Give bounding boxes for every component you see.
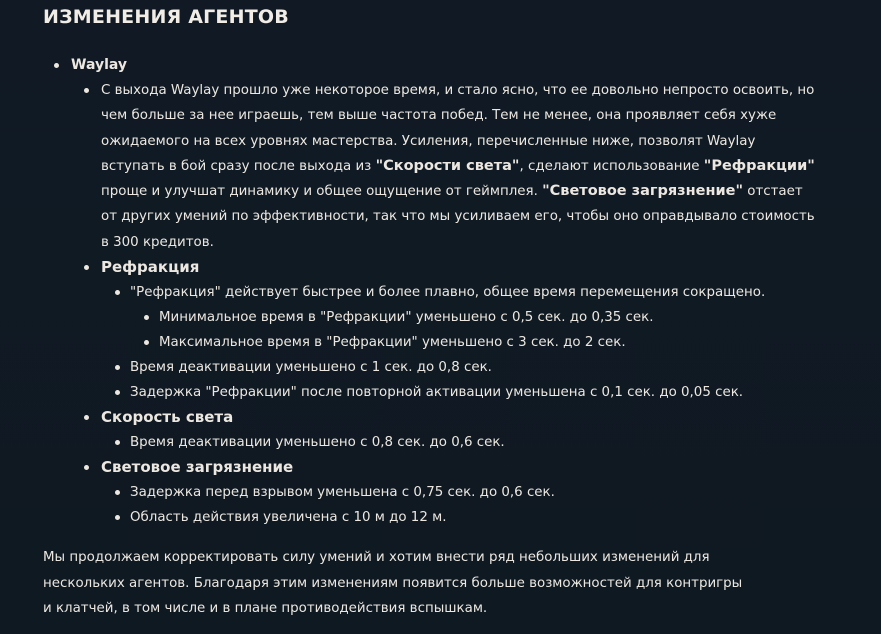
agent-name: Waylay	[71, 57, 128, 73]
ability-changes-list	[130, 280, 851, 405]
change-item: Время деактивации уменьшено с 1 сек. до 0,8 сек.	[130, 355, 851, 380]
agent-item	[71, 53, 851, 530]
sub-change-item: Минимальное время в "Рефракции" уменьшено с 0,5 сек. до 0,35 сек.	[159, 305, 851, 330]
change-item: Время деактивации уменьшено с 0,8 сек. до 0,6 сек.	[130, 430, 851, 455]
sub-changes-list	[159, 305, 851, 355]
ability-item-light-pollution	[101, 455, 851, 530]
intro-highlight-light-pollution: "Световое загрязнение"	[542, 183, 744, 200]
change-item: Задержка перед взрывом уменьшена с 0,75 сек. до 0,6 сек.	[130, 480, 851, 505]
change-item: Область действия увеличена с 10 м до 12 м.	[130, 505, 851, 530]
ability-item-lightspeed	[101, 405, 851, 455]
ability-name: Скорость света	[101, 408, 234, 427]
outro-paragraph: Мы продолжаем корректировать силу умений и хотим внести ряд небольших изменений для нескольких агентов. Благодаря этим изменениям появится больше возможностей для контригры и клатчей, в том числе и в плане противодействия вспышкам.	[43, 550, 743, 616]
intro-highlight-lightspeed: "Скорости света"	[375, 157, 520, 174]
change-text: "Рефракция" действует быстрее и более плавно, общее время перемещения сокращено.	[130, 285, 766, 301]
ability-name: Рефракция	[101, 258, 200, 277]
intro-text-1: С выхода Waylay прошло уже некоторое время, и стало ясно, что ее довольно непросто освоить, но чем больше за нее играешь, тем выше частота побед. Тем не менее, она проявляет себя хуже ожидаемого на всех уровнях мастерства. Усиления, перечисленные ниже, позволят Waylay вступать в бой сразу после выхода из	[101, 83, 815, 174]
intro-text-4: отстает от других умений по эффективности, так что мы усиливаем его, чтобы оно оправдывало стоимость в 300 кредитов.	[101, 184, 815, 250]
change-item	[130, 280, 851, 355]
agent-changes-list	[101, 78, 851, 530]
sub-change-item: Максимальное время в "Рефракции" уменьшено с 3 сек. до 2 сек.	[159, 330, 851, 355]
intro-text-3: проще и улучшат динамику и общее ощущение от геймплея.	[101, 184, 543, 200]
ability-changes-list	[130, 430, 851, 455]
ability-name: Световое загрязнение	[101, 458, 294, 477]
change-item: Задержка "Рефракции" после повторной активации уменьшена с 0,1 сек. до 0,05 сек.	[130, 380, 851, 405]
agent-intro-paragraph	[101, 78, 821, 255]
ability-changes-list	[130, 480, 851, 530]
intro-highlight-refraction: "Рефракции"	[703, 157, 815, 174]
ability-item-refraction	[101, 255, 851, 405]
section-heading: ИЗМЕНЕНИЯ АГЕНТОВ	[43, 6, 289, 28]
agent-list	[71, 53, 851, 530]
intro-text-2: , сделают использование	[519, 158, 704, 174]
